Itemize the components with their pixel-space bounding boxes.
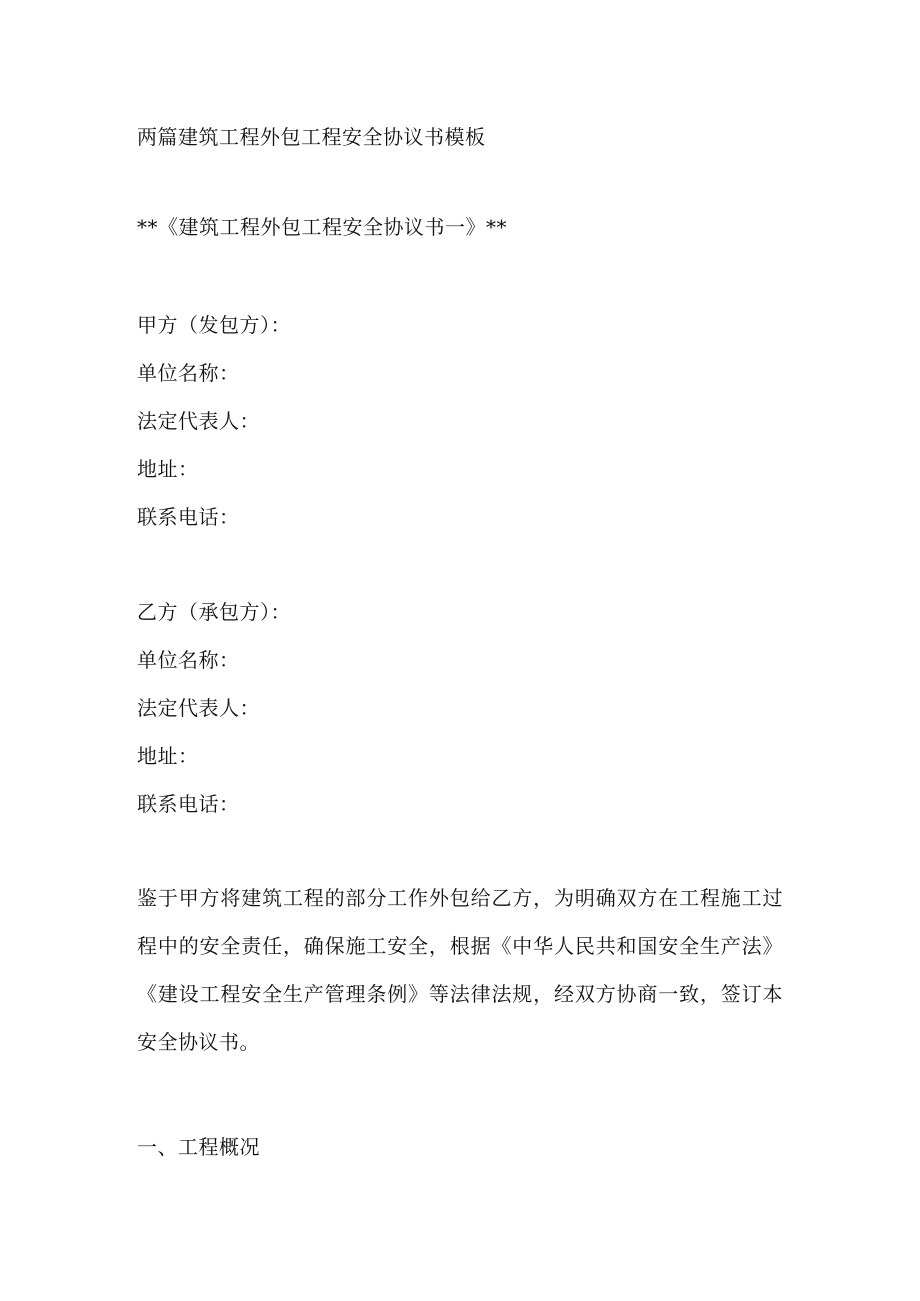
- preamble-paragraph: 鉴于甲方将建筑工程的部分工作外包给乙方，为明确双方在工程施工过程中的安全责任，确保施工安全，根据《中华人民共和国安全生产法》《建设工程安全生产管理条例》等法律法规，经双方协商一致，签订本安全协议书。: [137, 886, 783, 1054]
- party-b-legal-rep: 法定代表人：: [137, 696, 260, 720]
- document-title: 两篇建筑工程外包工程安全协议书模板: [137, 125, 486, 149]
- document-subtitle: **《建筑工程外包工程安全协议书一》**: [137, 215, 507, 239]
- party-b-unit-name: 单位名称：: [137, 648, 240, 672]
- party-b-phone: 联系电话：: [137, 792, 240, 816]
- party-a-unit-name: 单位名称：: [137, 361, 240, 385]
- party-a-phone: 联系电话：: [137, 505, 240, 529]
- section-1-heading: 一、工程概况: [137, 1135, 260, 1159]
- party-b-heading: 乙方（承包方）：: [137, 600, 291, 624]
- party-a-legal-rep: 法定代表人：: [137, 409, 260, 433]
- party-a-heading: 甲方（发包方）：: [137, 313, 291, 337]
- party-b-address: 地址：: [137, 744, 199, 768]
- party-a-address: 地址：: [137, 457, 199, 481]
